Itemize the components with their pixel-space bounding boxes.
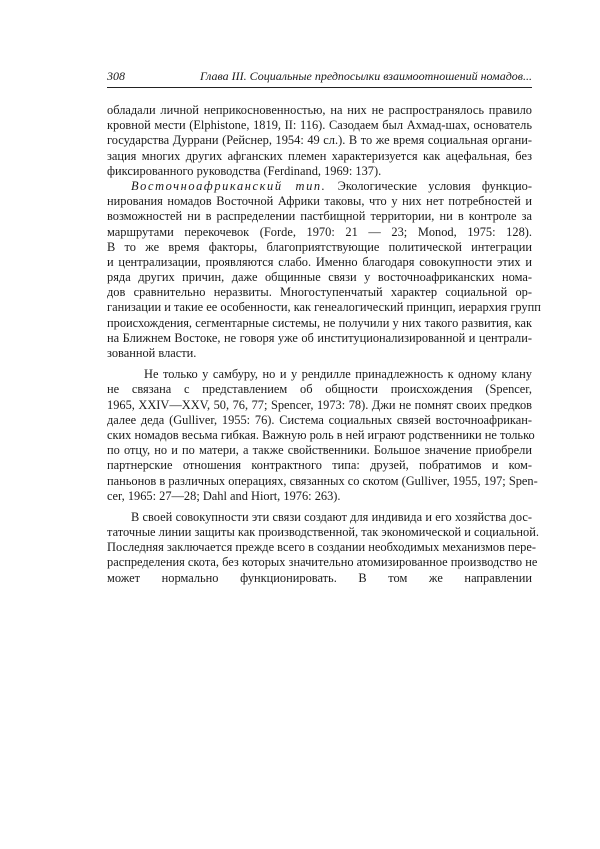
paragraph <box>107 367 538 504</box>
text-line: Не только у самбуру, но и у рендилле принадлежность к одному клану <box>144 367 532 382</box>
text-line: и централизации, проявляются слабо. Именно благодаря совокупности этих и <box>107 254 532 269</box>
header-rule <box>107 87 532 88</box>
text-line: обладали личной неприкосновенностью, на них не распространялось правило <box>107 103 532 117</box>
text-line: зация многих других афганских племен характеризуется как ацефальная, без <box>107 148 532 163</box>
text-line <box>107 179 532 194</box>
text-line: В своей совокупности эти связи создают для индивида и его хозяйства дос- <box>131 509 532 524</box>
text-fragment: Экологические условия функцио- <box>326 178 532 193</box>
paragraph <box>107 103 532 179</box>
text-line: партнерские отношения контрактного типа: друзей, побратимов и ком- <box>107 458 532 473</box>
text-line: далее деда (Gulliver, 1955: 76). Система социальных связей восточноафрикан- <box>107 412 532 427</box>
text-line: происхождения, сегментарные системы, не получили у них такого развития, как <box>107 315 532 330</box>
text-line: фиксированного руководства (Ferdinand, 1969: 137). <box>107 163 382 178</box>
page-number: 308 <box>107 69 125 83</box>
text-line: распределения скота, без которых значительно атомизированное производство не <box>107 555 538 570</box>
body-text <box>107 103 541 586</box>
text-line: 1965, XXIV—XXV, 50, 76, 77; Spencer, 1973: 78). Джи не помнят своих предков <box>107 397 532 412</box>
text-line: по отцу, но и по матери, а также свойственники. Большое значение приобрели <box>107 443 532 458</box>
text-line: ганизации и такие ее особенности, как генеалогический принцип, иерархия групп <box>107 300 541 315</box>
text-line: не связана с представлением об общности происхождения (Spencer, <box>107 382 532 397</box>
section-lead: Восточноафриканский тип. <box>131 178 327 193</box>
text-line: В то же время факторы, благоприятствующие политической интеграции <box>107 239 532 254</box>
text-line: дов сравнительно неразвиты. Многоступенчатый характер социальной ор- <box>107 285 532 300</box>
text-line: может нормально функционировать. В том же направлении <box>107 570 532 585</box>
text-line: ряда других причин, даже общинные связи у восточноафриканских нома- <box>107 270 532 285</box>
text-line: cer, 1965: 27—28; Dahl and Hiort, 1976: 263). <box>107 488 341 503</box>
text-line: государства Дуррани (Рейснер, 1954: 49 сл.). В то же время социальная органи- <box>107 133 532 148</box>
text-line: возможностей ни в распределении пастбищной территории, ни в контроле за <box>107 209 532 224</box>
text-line: нирования номадов Восточной Африки таковы, что у них нет потребностей и <box>107 194 532 209</box>
text-line: зованной власти. <box>107 346 197 360</box>
running-title: Глава III. Социальные предпосылки взаимоотношений номадов... <box>199 69 532 83</box>
text-line: таточные линии защиты как производственной, так экономической и социальной. <box>107 525 539 540</box>
paragraph <box>107 178 541 361</box>
text-line: Последняя заключается прежде всего в создании необходимых механизмов пере- <box>107 540 537 555</box>
text-line: маршрутами перекочевок (Forde, 1970: 21 — 23; Monod, 1975: 128). <box>107 224 532 239</box>
text-line: паньонов в различных операциях, связанных со скотом (Gulliver, 1955, 197; Spen- <box>107 473 538 488</box>
text-line: на Ближнем Востоке, не говоря уже об институционализированной и централи- <box>107 330 532 345</box>
paragraph <box>107 509 539 586</box>
text-line: ских номадов весьма гибкая. Важную роль в ней играют родственники не только <box>107 427 535 442</box>
text-line: кровной мести (Elphistone, 1819, II: 116). Сазодаем был Ахмад-шах, основатель <box>107 118 532 133</box>
